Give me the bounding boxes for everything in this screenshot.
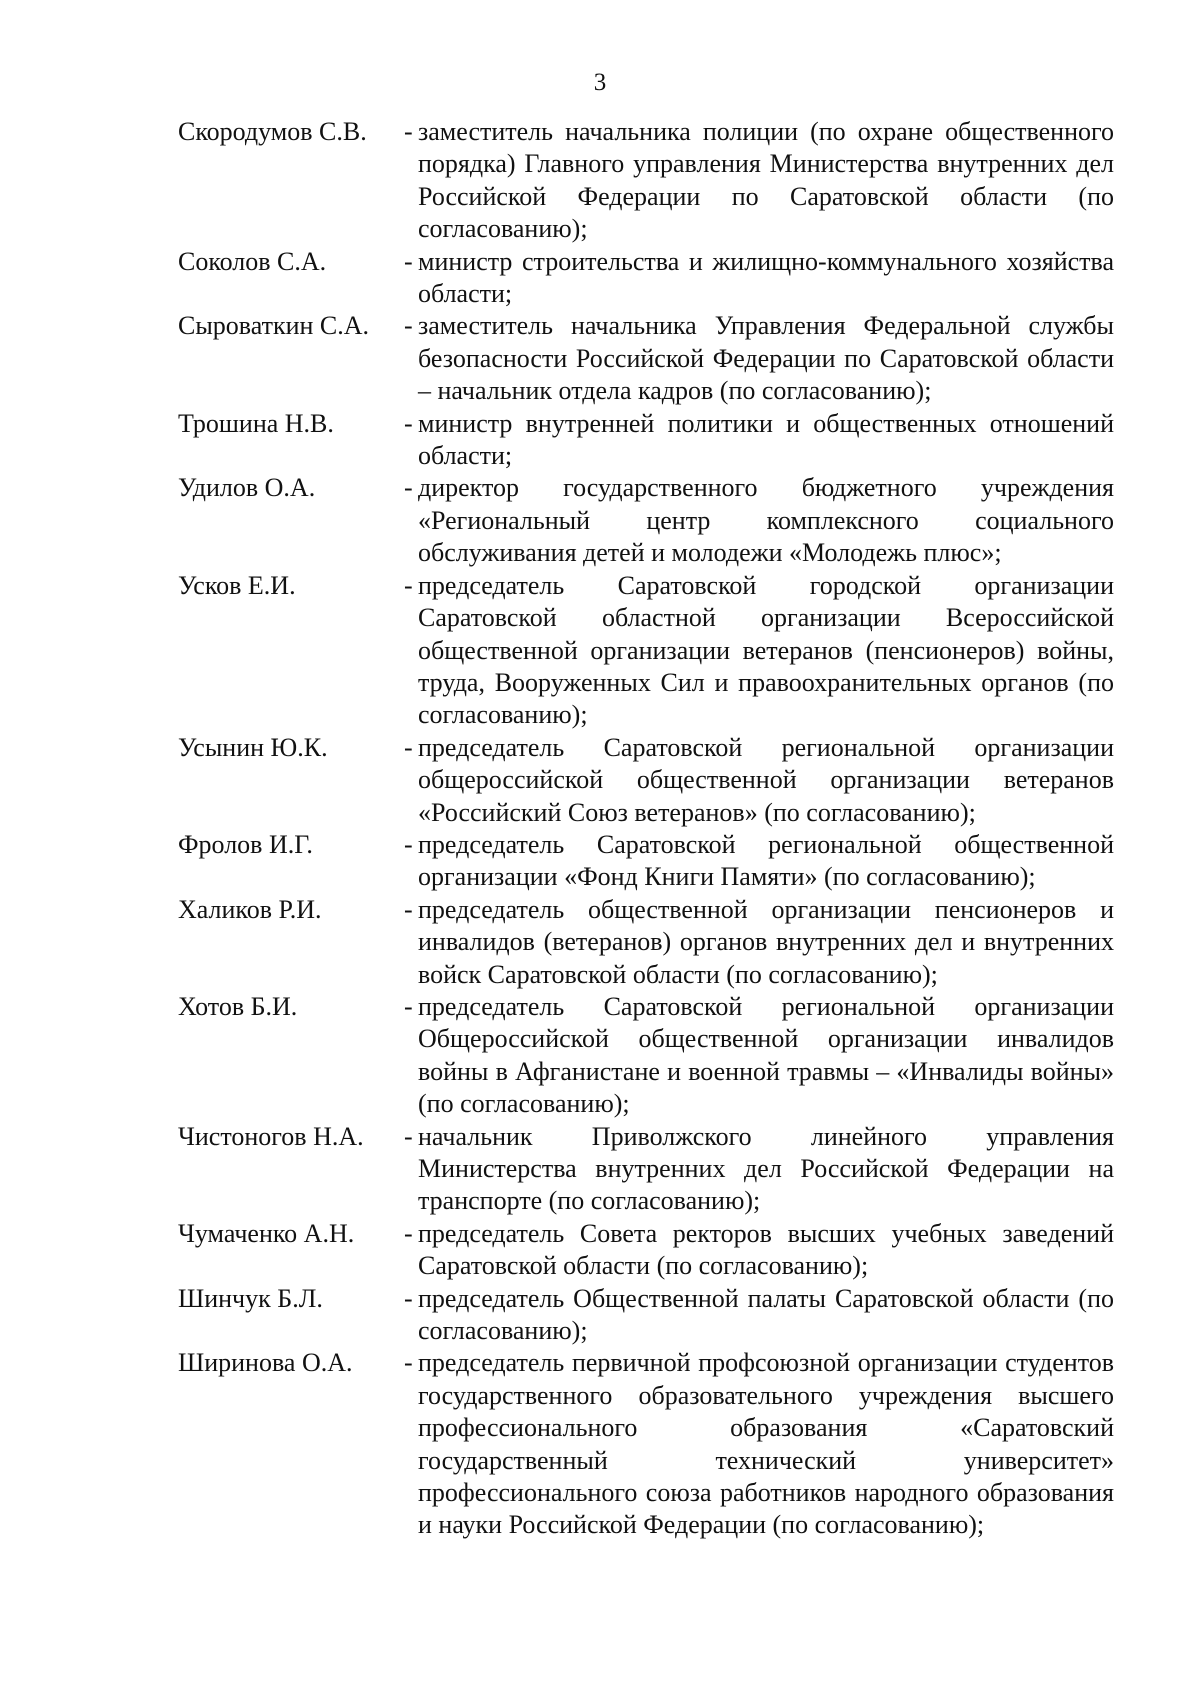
member-role: председатель Совета ректоров высших учебных заведений Саратовской области (по согласованию); — [418, 1218, 1114, 1281]
member-name: Чистоногов Н.А. — [178, 1121, 364, 1151]
member-dash: - — [404, 991, 413, 1021]
member-name: Усков Е.И. — [178, 570, 296, 600]
member-role: директор государственного бюджетного учреждения «Региональный центр комплексного социального обслуживания детей и молодежи «Молодежь плюс»; — [418, 473, 1114, 568]
member-role: заместитель начальника Управления Федеральной службы безопасности Российской Федерации по Саратовской области – начальник отдела кадров (по согласованию); — [418, 311, 1114, 406]
member-name: Трошина Н.В. — [178, 408, 334, 438]
member-entry — [178, 991, 1114, 1121]
member-dash: - — [404, 117, 413, 146]
member-entry — [178, 894, 1114, 991]
member-entry — [178, 732, 1114, 829]
member-role: председатель первичной профсоюзной организации студентов государственного образовательного учреждения высшего профессионального образования «Саратовский государственный технический университет» профессионального союза работников народного образования и науки Российской Федерации (по согласованию); — [418, 1348, 1114, 1540]
member-entry — [178, 116, 1114, 246]
member-entry — [178, 1218, 1114, 1283]
member-role: начальник Приволжского линейного управления Министерства внутренних дел Российской Федерации на транспорте (по согласованию); — [418, 1121, 1114, 1216]
member-name: Халиков Р.И. — [178, 894, 322, 924]
member-entry — [178, 1347, 1114, 1541]
member-entry — [178, 1121, 1114, 1218]
member-dash: - — [404, 473, 413, 503]
member-list — [178, 116, 1114, 1542]
member-name: Соколов С.А. — [178, 246, 327, 276]
member-dash: - — [404, 1121, 413, 1151]
member-dash: - — [404, 311, 413, 341]
member-entry — [178, 1283, 1114, 1348]
member-entry — [178, 310, 1114, 407]
member-role: министр внутренней политики и общественных отношений области; — [418, 408, 1114, 471]
member-role: председатель Саратовской городской организации Саратовской областной организации Всероссийской общественной организации ветеранов (пенсионеров) войны, труда, Вооруженных Сил и правоохранительных органов (по согласованию); — [418, 570, 1114, 730]
member-name: Усынин Ю.К. — [178, 732, 328, 762]
member-dash: - — [404, 246, 413, 276]
member-dash: - — [404, 408, 413, 438]
member-dash: - — [404, 732, 413, 762]
member-name: Шинчук Б.Л. — [178, 1283, 323, 1313]
member-role: министр строительства и жилищно-коммунального хозяйства области; — [418, 246, 1114, 309]
member-entry — [178, 829, 1114, 894]
member-name: Сыроваткин С.А. — [178, 311, 370, 341]
member-role: председатель общественной организации пенсионеров и инвалидов (ветеранов) органов внутренних дел и внутренних войск Саратовской области (по согласованию); — [418, 894, 1114, 989]
member-dash: - — [404, 829, 413, 859]
member-role: председатель Саратовской региональной организации Общероссийской общественной организации инвалидов войны в Афганистане и военной травмы – «Инвалиды войны» (по согласованию); — [418, 991, 1114, 1119]
member-name: Удилов О.А. — [178, 473, 316, 503]
member-dash: - — [404, 1218, 413, 1248]
member-dash: - — [404, 1348, 413, 1378]
member-name: Хотов Б.И. — [178, 991, 298, 1021]
member-dash: - — [404, 894, 413, 924]
page-number: 3 — [593, 69, 607, 96]
member-entry — [178, 408, 1114, 473]
member-role: председатель Саратовской региональной общественной организации «Фонд Книги Памяти» (по согласованию); — [418, 829, 1114, 892]
member-entry — [178, 570, 1114, 732]
member-dash: - — [404, 1283, 413, 1313]
member-name: Скородумов С.В. — [178, 117, 367, 146]
member-dash: - — [404, 570, 413, 600]
member-entry — [178, 246, 1114, 311]
member-role: заместитель начальника полиции (по охране общественного порядка) Главного управления Министерства внутренних дел Российской Федерации по Саратовской области (по согласованию); — [418, 117, 1114, 244]
member-name: Фролов И.Г. — [178, 829, 313, 859]
member-name: Чумаченко А.Н. — [178, 1218, 355, 1248]
member-role: председатель Общественной палаты Саратовской области (по согласованию); — [418, 1283, 1114, 1346]
member-entry — [178, 472, 1114, 569]
member-role: председатель Саратовской региональной организации общероссийской общественной организации ветеранов «Российский Союз ветеранов» (по согласованию); — [418, 732, 1114, 827]
member-name: Ширинова О.А. — [178, 1348, 353, 1378]
